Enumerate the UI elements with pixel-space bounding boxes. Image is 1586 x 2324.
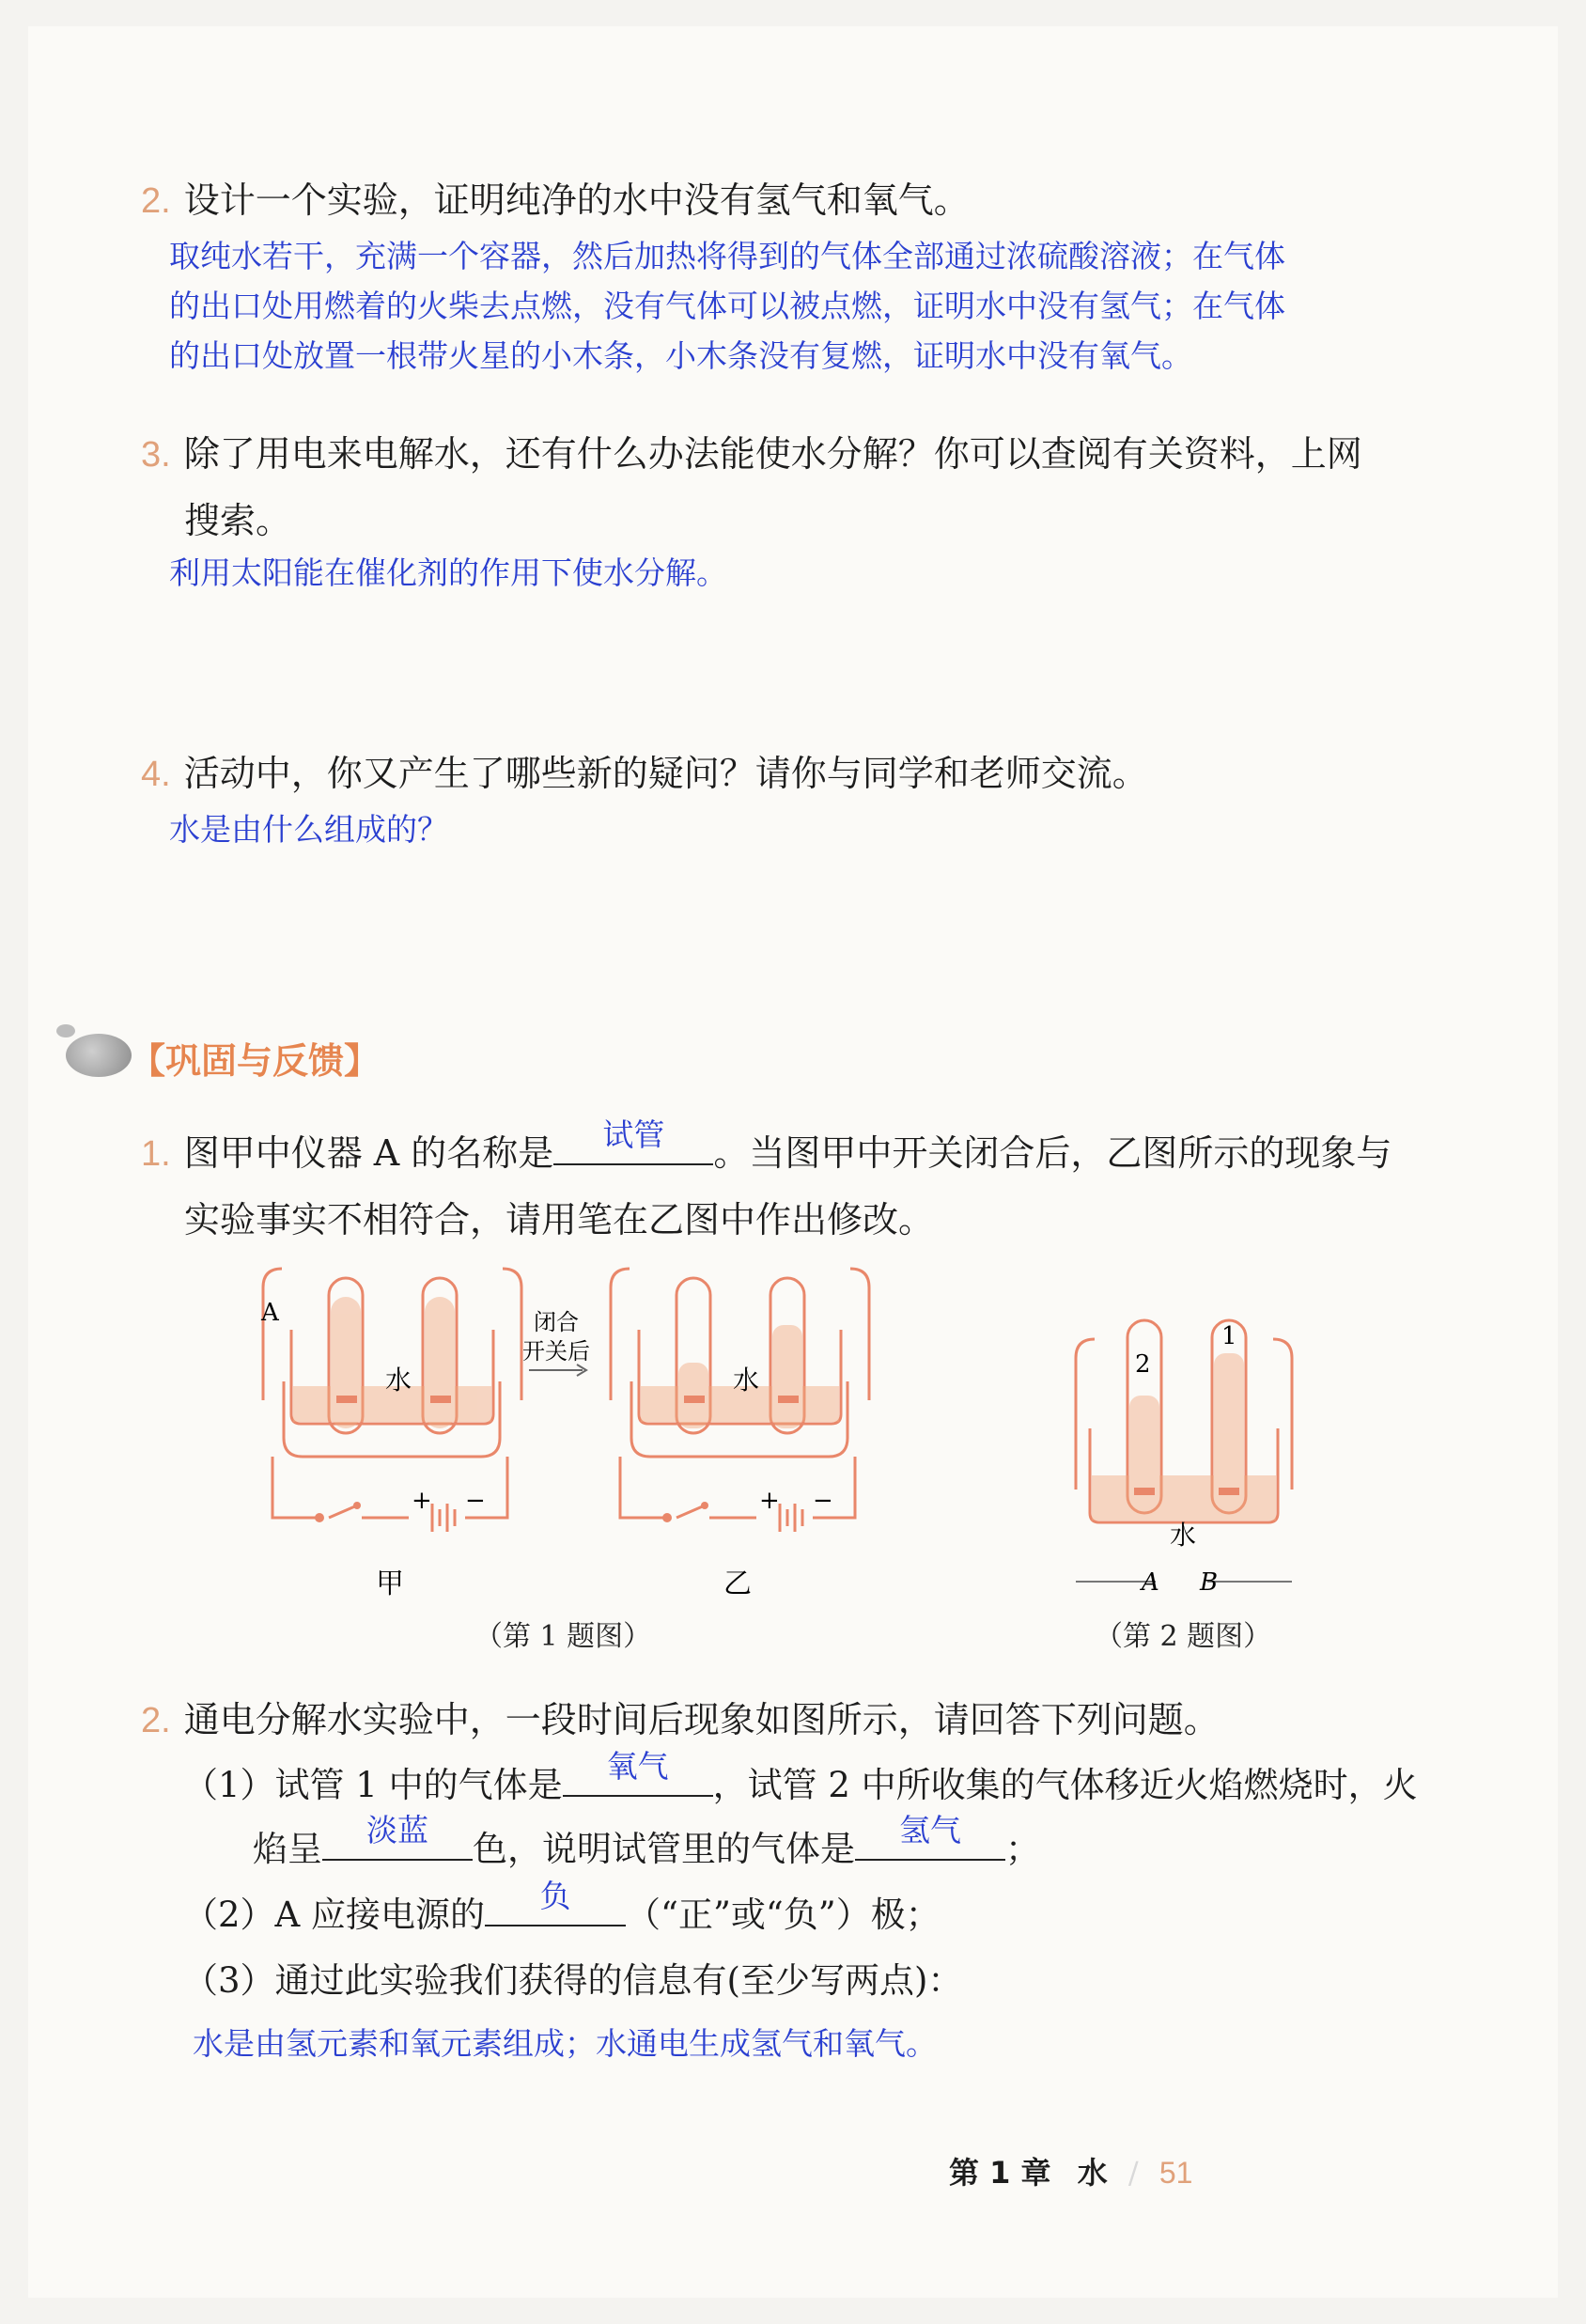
exercise-2-part-2 (183, 1878, 1452, 1947)
figure-2-diagram (1066, 1302, 1301, 1602)
answer-2 (169, 231, 1466, 381)
decorative-blob-icon (66, 1034, 132, 1077)
water-label: 水 (1170, 1520, 1197, 1551)
exercise-2-part-1 (183, 1748, 1452, 1881)
answer-3: 利用太阳能在催化剂的作用下使水分解。 (169, 554, 727, 591)
label-yi: 乙 (723, 1568, 752, 1600)
answer-exercise-2: 水是由氢元素和氧元素组成；水通电生成氢气和氧气。 (193, 2025, 937, 2062)
part-text: ； (1005, 1829, 1040, 1869)
question-4 (141, 741, 1438, 807)
question-text-line2: 实验事实不相符合，请用笔在乙图中作出修改。 (184, 1199, 935, 1240)
blank-answer: 淡蓝 (366, 1812, 428, 1848)
question-text: 通电分解水实验中，一段时间后现象如图所示，请回答下列问题。 (183, 1699, 1220, 1740)
answer-blank (855, 1812, 1005, 1861)
part-text: 焰呈 (253, 1829, 322, 1869)
question-number: 4. (141, 755, 171, 794)
electrode-a-label: A (1142, 1568, 1159, 1597)
minus-sign: − (465, 1487, 486, 1515)
answer-blank (563, 1748, 713, 1797)
blank-answer: 负 (539, 1878, 571, 1914)
answer-line: 取纯水若干，充满一个容器，然后加热将得到的气体全部通过浓硫酸溶液；在气体 (169, 238, 1285, 274)
question-text: 。当图甲中开关闭合后，乙图所示的现象与 (713, 1132, 1392, 1174)
tube-2-label: 2 (1135, 1350, 1151, 1379)
figure-1-caption: （第 1 题图） (474, 1620, 652, 1653)
blank-answer: 氧气 (606, 1748, 669, 1785)
figure-1-diagram (254, 1259, 874, 1607)
chapter-label: 第 1 章 (949, 2155, 1051, 2191)
blank-answer: 试管 (602, 1116, 665, 1153)
answer-4: 水是由什么组成的？ (169, 811, 448, 848)
page-footer (949, 2149, 1192, 2192)
section-title: 【巩固与反馈】 (130, 1040, 381, 1082)
question-number: 3. (141, 435, 171, 475)
figure-2-caption: （第 2 题图） (1095, 1620, 1272, 1653)
chapter-title: 水 (1077, 2155, 1108, 2191)
part-text: （“正”或“负”）极； (626, 1895, 941, 1935)
question-text: 除了用电来电解水，还有什么办法能使水分解？你可以查阅有关资料，上网 (183, 433, 1362, 475)
question-text: 活动中，你又产生了哪些新的疑问？请你与同学和老师交流。 (183, 753, 1148, 794)
answer-blank (322, 1812, 473, 1861)
part-text: ，试管 2 中所收集的气体移近火焰燃烧时，火 (712, 1765, 1418, 1805)
question-3 (141, 421, 1438, 554)
part-text: （1）试管 1 中的气体是 (183, 1765, 563, 1805)
minus-sign: − (813, 1487, 833, 1515)
exercise-1 (141, 1116, 1438, 1253)
question-2 (141, 167, 1438, 234)
plus-sign: + (412, 1487, 432, 1515)
answer-line: 的出口处放置一根带火星的小木条，小木条没有复燃，证明水中没有氧气。 (169, 337, 1192, 374)
water-label: 水 (733, 1365, 760, 1396)
question-number: 2. (141, 1701, 171, 1740)
label-jia: 甲 (376, 1568, 404, 1600)
decorative-blob-icon (56, 1024, 75, 1037)
blank-answer: 氢气 (899, 1812, 961, 1848)
answer-blank (485, 1878, 626, 1926)
electrode-b-label: B (1200, 1568, 1219, 1597)
arrow-label: 开关后 (522, 1338, 590, 1365)
part-text: （2）A 应接电源的 (183, 1895, 486, 1935)
label-a: A (261, 1299, 279, 1327)
part-text: 色，说明试管里的气体是 (473, 1829, 855, 1869)
tube-1-label: 1 (1221, 1322, 1237, 1350)
separator: / (1127, 2155, 1139, 2191)
answer-line: 的出口处用燃着的火柴去点燃，没有气体可以被点燃，证明水中没有氢气；在气体 (169, 288, 1285, 324)
exercise-2-part-3: （3）通过此实验我们获得的信息有(至少写两点)： (183, 1960, 963, 2001)
question-number: 2. (141, 181, 171, 221)
exercise-2 (141, 1687, 1438, 1754)
plus-sign: + (759, 1487, 780, 1515)
arrow-label: 闭合 (534, 1309, 579, 1335)
answer-blank (553, 1116, 713, 1165)
question-text-line2: 搜索。 (184, 500, 292, 541)
question-number: 1. (141, 1134, 171, 1174)
question-text: 设计一个实验，证明纯净的水中没有氢气和氧气。 (183, 179, 970, 221)
page-number: 51 (1158, 2156, 1193, 2190)
water-label: 水 (385, 1365, 412, 1396)
question-text: 图甲中仪器 A 的名称是 (183, 1132, 554, 1174)
